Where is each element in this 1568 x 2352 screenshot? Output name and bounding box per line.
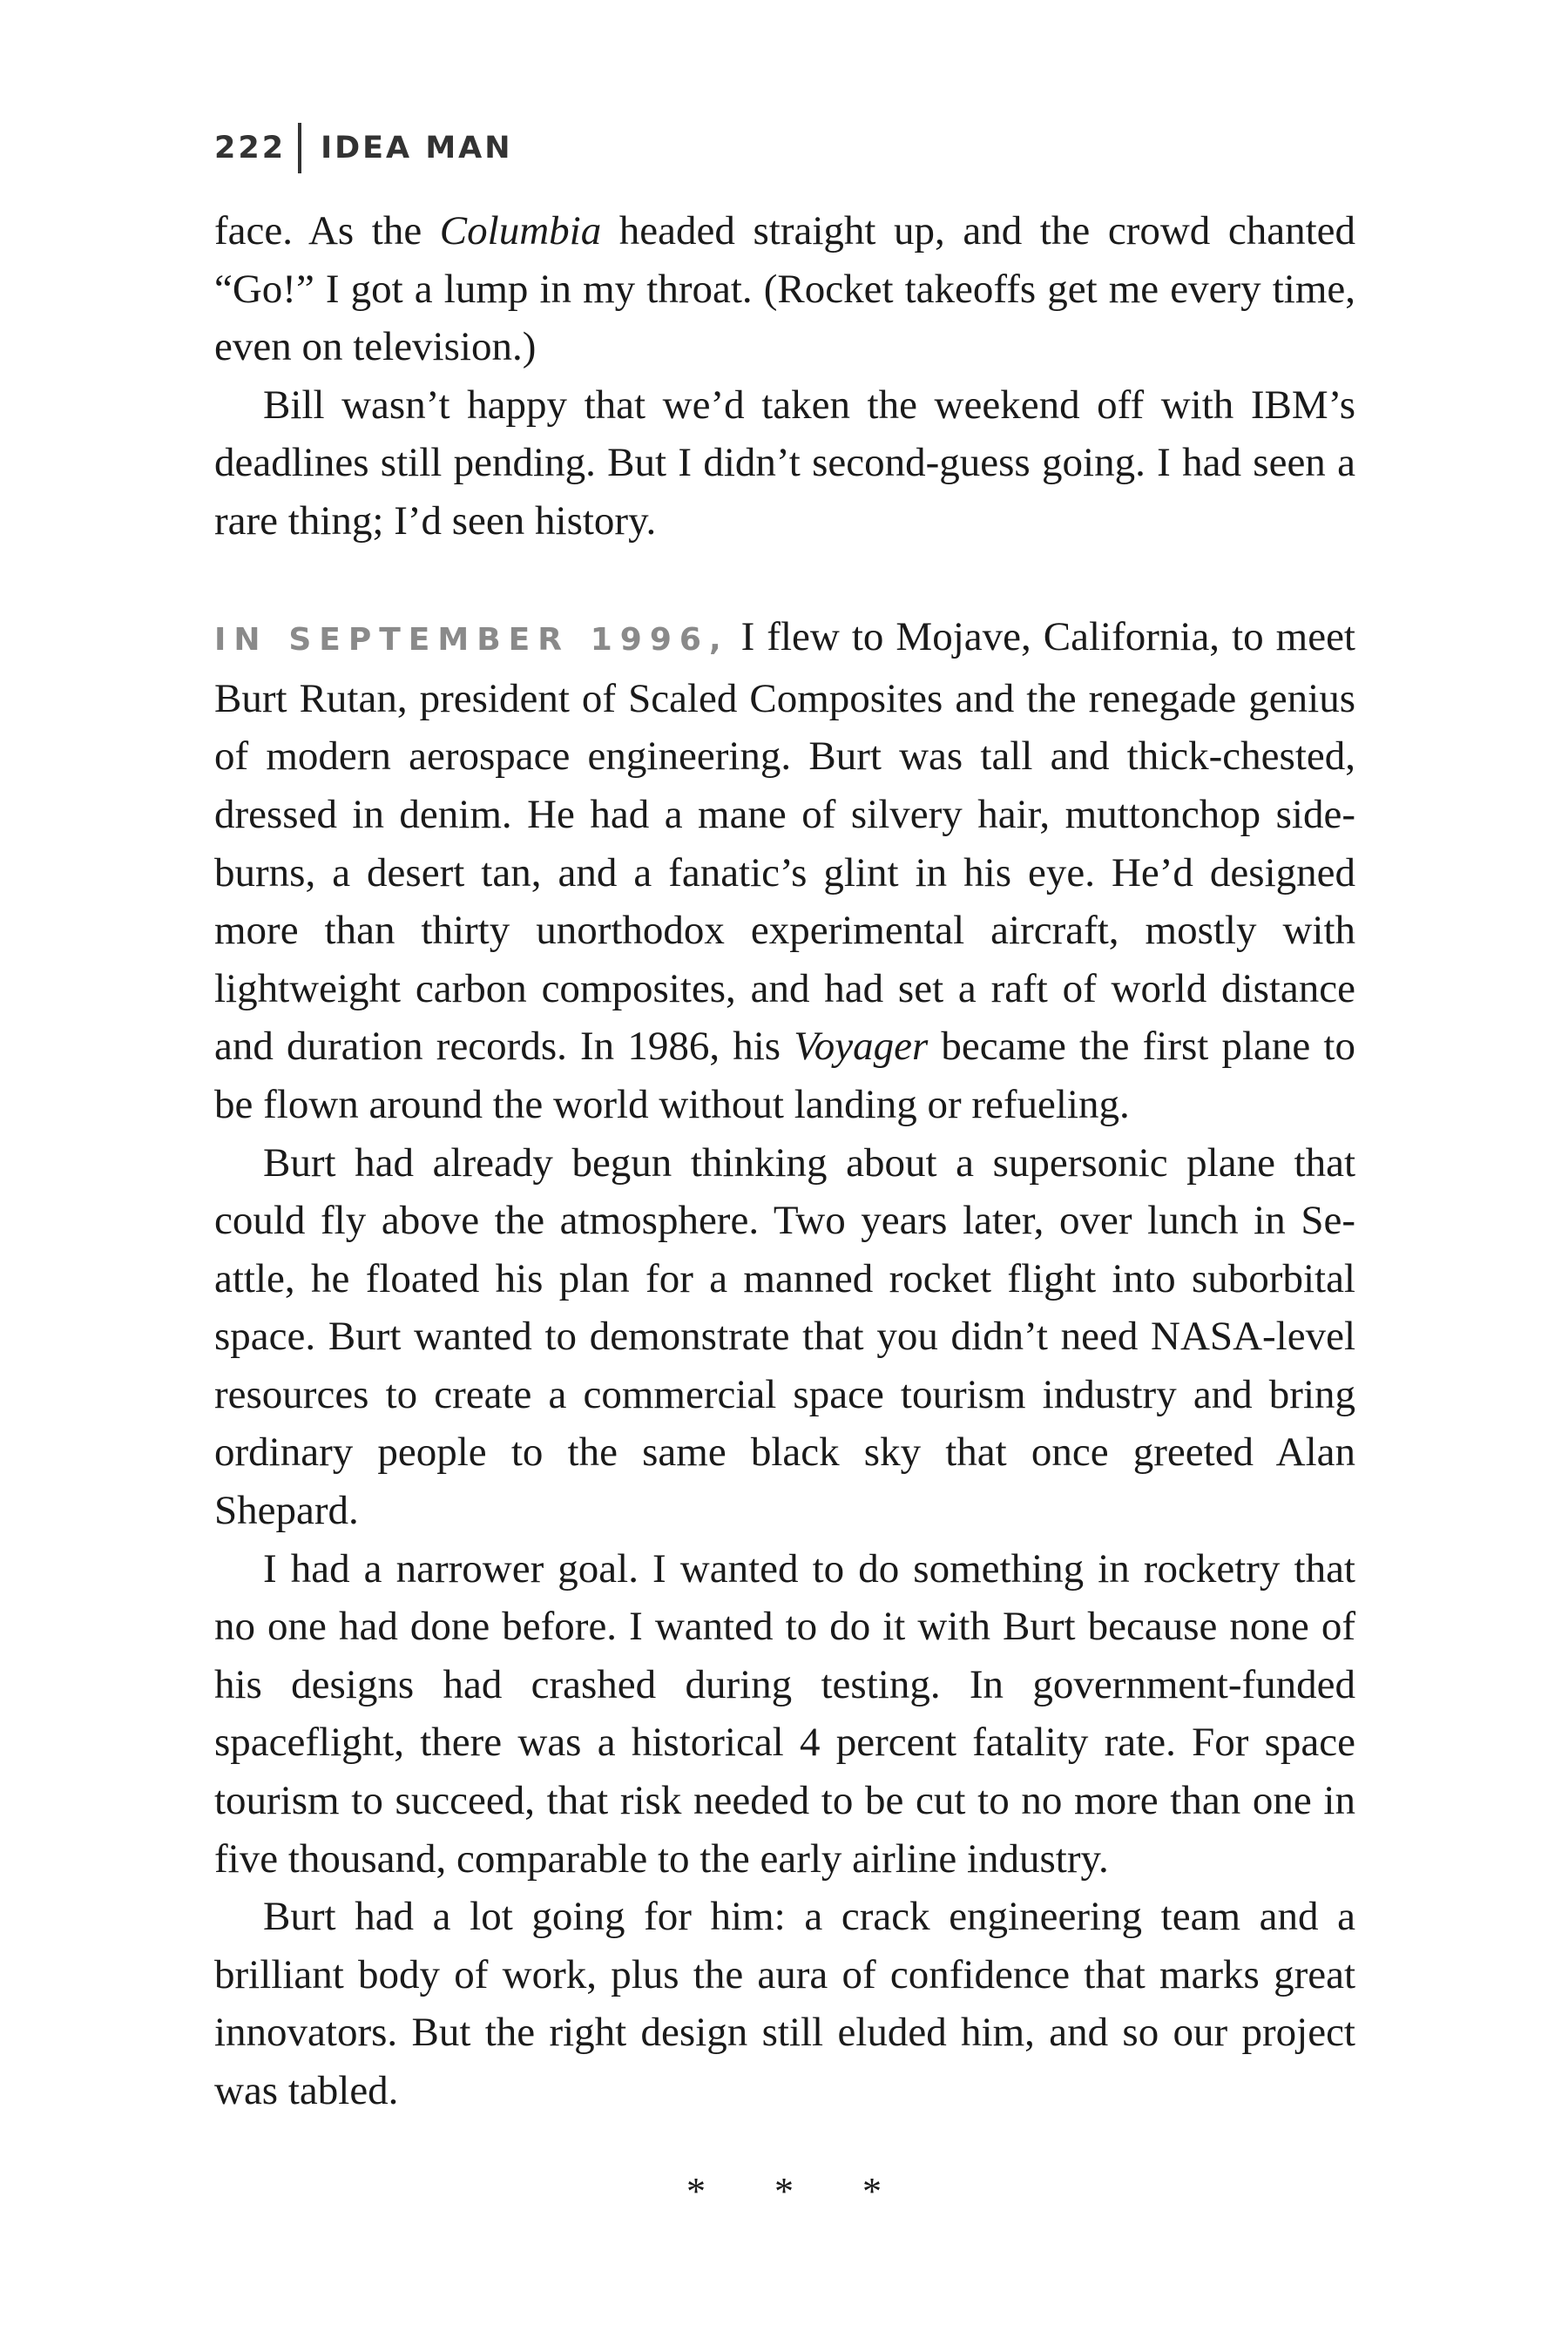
paragraph-6: Burt had a lot going for him: a crack engineering team and a brilliant body of work, plus the aura of confidence that marks great innovators. But the right design still eluded him, and so our project was tabled.: [214, 1894, 1355, 2113]
italic-columbia: Columbia: [439, 208, 602, 253]
book-title: IDEA MAN: [321, 131, 513, 166]
paragraph-3: IN SEPTEMBER 1996, I flew to Mojave, California, to meet Burt Rutan, president of Scaled Composites and the renegade genius of modern aerospace engineering. Burt was tall and thick-chested, dressed in denim. He had a mane of silvery hair, muttonchop sideburns, a desert tan, and a fanatic’s glint in his eye. He’d designed more than thirty unorthodox experimental aircraft, mostly with lightweight carbon composites, and had set a raft of world distance and duration records. In 1986, his Voyager became the first plane to be flown around the world without landing or refueling.: [214, 614, 1355, 1127]
italic-voyager: Voyager: [794, 1024, 929, 1070]
paragraph-1: face. As the Columbia headed straight up, and the crowd chanted “Go!” I got a lump in my throat. (Rocket takeoffs get me every time, even on television.): [214, 208, 1355, 370]
section-lead-in: IN SEPTEMBER 1996,: [214, 622, 729, 659]
running-head: [214, 124, 513, 172]
page-number: 222: [214, 131, 287, 166]
paragraph-4: Burt had already begun thinking about a supersonic plane that could fly above the atmosphere. Two years later, over lunch in Seattle, he floated his plan for a manned rocket flight into suborbital space. Burt wanted to demonstrate that you didn’t need NASA-level resources to create a commercial space tourism industry and bring ordinary people to the same black sky that once greeted Alan Shepard.: [214, 1139, 1355, 1534]
paragraph-5: I had a narrower goal. I wanted to do something in rocketry that no one had done before. I wanted to do it with Burt because none of his designs had crashed during testing. In government-funded spaceflight, there was a historical 4 percent fatality rate. For space tourism to succeed, that risk needed to be cut to no more than one in five thousand, comparable to the early airline industry.: [214, 1545, 1355, 1882]
header-divider: [298, 123, 301, 173]
section-break-ornament: * * *: [686, 2170, 882, 2213]
paragraph-2: Bill wasn’t happy that we’d taken the weekend off with IBM’s deadlines still pending. But I didn’t second-guess going. I had seen a rare thing; I’d seen history.: [214, 382, 1355, 544]
body-text: [214, 202, 1355, 2120]
